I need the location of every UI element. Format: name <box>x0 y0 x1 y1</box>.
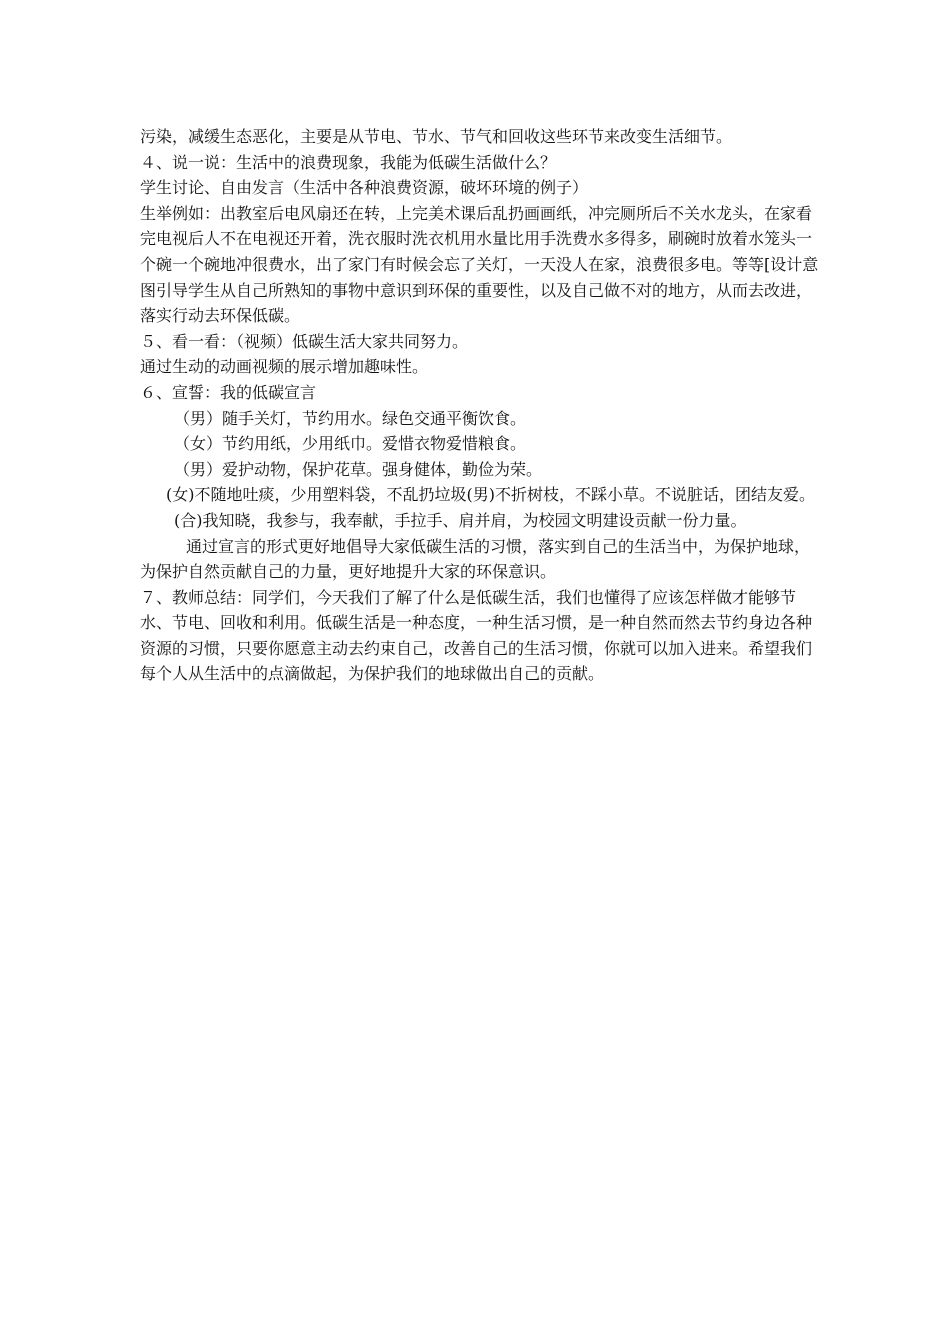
heading-step-5: ５、看一看：（视频）低碳生活大家共同努力。 <box>140 331 469 351</box>
paragraph-discussion: 学生讨论、自由发言（生活中各种浪费资源，破坏环境的例子） <box>140 178 589 198</box>
oath-line-male-2: （男）爱护动物，保护花草。强身健体，勤俭为荣。 <box>174 459 543 479</box>
oath-line-male-1: （男）随手关灯，节约用水。绿色交通平衡饮食。 <box>174 408 527 428</box>
paragraph-examples: 生举例如：出教室后电风扇还在转，上完美术课后乱扔画画纸，冲完厕所后不关水龙头，在家看完电视后人不在电视还开着，洗衣服时洗衣机用水量比用手洗费水多得多，刷碗时放着水笼头一个碗一个碗地冲很费水，出了家门有时候会忘了关灯，一天没人在家，浪费很多电。等等[设计意图引导学生从自己所熟知的事物中意识到环保的重要性，以及自己做不对的地方，从而去改进，落实行动去环保低碳。 <box>140 203 819 326</box>
document-body <box>140 124 820 687</box>
oath-line-together: (合)我知晓，我参与，我奉献，手拉手、肩并肩，为校园文明建设贡献一份力量。 <box>174 510 747 530</box>
oath-line-female-1: （女）节约用纸，少用纸巾。爱惜衣物爱惜粮食。 <box>174 434 527 454</box>
paragraph-oath-purpose: 通过宣言的形式更好地倡导大家低碳生活的习惯，落实到自己的生活当中，为保护地球，为保护自然贡献自己的力量，更好地提升大家的环保意识。 <box>140 536 811 582</box>
paragraph-video: 通过生动的动画视频的展示增加趣味性。 <box>140 357 429 377</box>
heading-step-4: ４、说一说：生活中的浪费现象，我能为低碳生活做什么？ <box>140 152 557 172</box>
paragraph-pollution: 污染，减缓生态恶化，主要是从节电、节水、节气和回收这些环节来改变生活细节。 <box>140 127 733 146</box>
heading-step-7-summary: ７、教师总结：同学们，今天我们了解了什么是低碳生活，我们也懂得了应该怎样做才能够节水、节电、回收和利用。低碳生活是一种态度，一种生活习惯，是一种自然而然去节约身边各种资源的习惯，只要你愿意主动去约束自己，改善自己的生活习惯，你就可以加入进来。希望我们每个人从生活中的点滴做起，为保护我们的地球做出自己的贡献。 <box>140 587 813 684</box>
heading-step-6: ６、宣誓：我的低碳宣言 <box>140 382 317 402</box>
oath-line-female-2: (女)不随地吐痰，少用塑料袋，不乱扔垃圾(男)不折树枝，不踩小草。不说脏话，团结友爱。 <box>166 485 815 505</box>
